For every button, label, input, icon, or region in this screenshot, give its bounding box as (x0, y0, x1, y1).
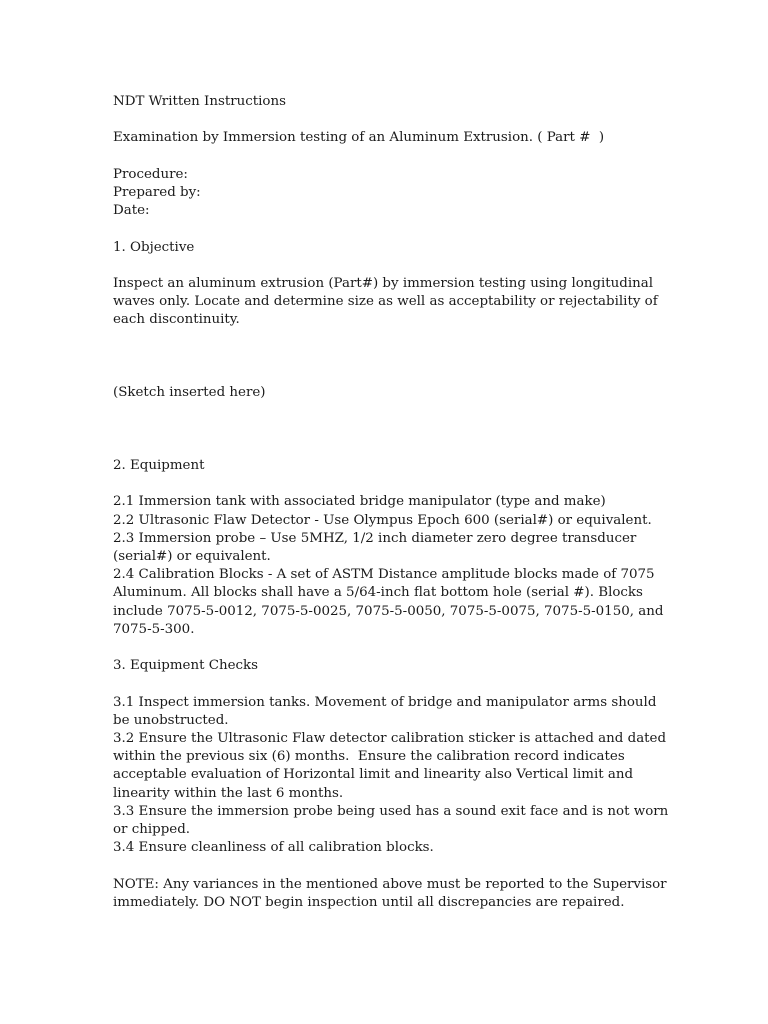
spacer (113, 148, 673, 166)
prepared-by-label: Prepared by: (113, 184, 201, 200)
date-label: Date: (113, 203, 150, 219)
spacer (113, 257, 673, 275)
section-objective-heading: 1. Objective (113, 239, 195, 255)
equipment-item: 2.4 Calibration Blocks - A set of ASTM Distance amplitude blocks made of 7075 Aluminum. All blocks shall have a 5/64-inch flat bottom hole (serial #). Blocks include 7075-5-0012, 7075-5-0025, 7075-5-0050, 7075-5-0075, 7075-5-0150, and 7075-5-300. (113, 567, 668, 637)
equipment-check-item: 3.1 Inspect immersion tanks. Movement of bridge and manipulator arms should be unobstructed. (113, 694, 661, 728)
spacer (113, 675, 673, 693)
spacer (113, 111, 673, 129)
spacer (113, 402, 673, 457)
sketch-placeholder: (Sketch inserted here) (113, 385, 266, 401)
equipment-check-item: 3.4 Ensure cleanliness of all calibration blocks. (113, 840, 434, 856)
section-equipment-heading: 2. Equipment (113, 457, 205, 473)
equipment-item: 2.3 Immersion probe – Use 5MHZ, 1/2 inch diameter zero degree transducer (serial#) or equivalent. (113, 530, 641, 564)
spacer (113, 857, 673, 875)
procedure-label: Procedure: (113, 166, 188, 182)
spacer (113, 475, 673, 493)
document-subtitle: Examination by Immersion testing of an Aluminum Extrusion. ( Part # ) (113, 130, 605, 146)
section-equipment-checks-heading: 3. Equipment Checks (113, 658, 259, 674)
note-paragraph: NOTE: Any variances in the mentioned above must be reported to the Supervisor immediately. DO NOT begin inspection until all discrepancies are repaired. (113, 876, 671, 910)
equipment-check-item: 3.2 Ensure the Ultrasonic Flaw detector calibration sticker is attached and dated within the previous six (6) months. Ensure the calibration record indicates acceptable evaluation of Horizontal limit and linearity also Vertical limit and linearity within the last 6 months. (113, 730, 671, 801)
section-objective-body: Inspect an aluminum extrusion (Part#) by immersion testing using longitudinal waves only. Locate and determine size as well as acceptability or rejectability of each discontinuity. (113, 275, 662, 328)
document-page (113, 93, 673, 912)
equipment-item: 2.2 Ultrasonic Flaw Detector - Use Olympus Epoch 600 (serial#) or equivalent. (113, 512, 652, 528)
equipment-item: 2.1 Immersion tank with associated bridge manipulator (type and make) (113, 494, 606, 510)
spacer (113, 220, 673, 238)
spacer (113, 330, 673, 385)
spacer (113, 639, 673, 657)
equipment-check-item: 3.3 Ensure the immersion probe being used has a sound exit face and is not worn or chipped. (113, 803, 673, 837)
document-title: NDT Written Instructions (113, 94, 286, 109)
